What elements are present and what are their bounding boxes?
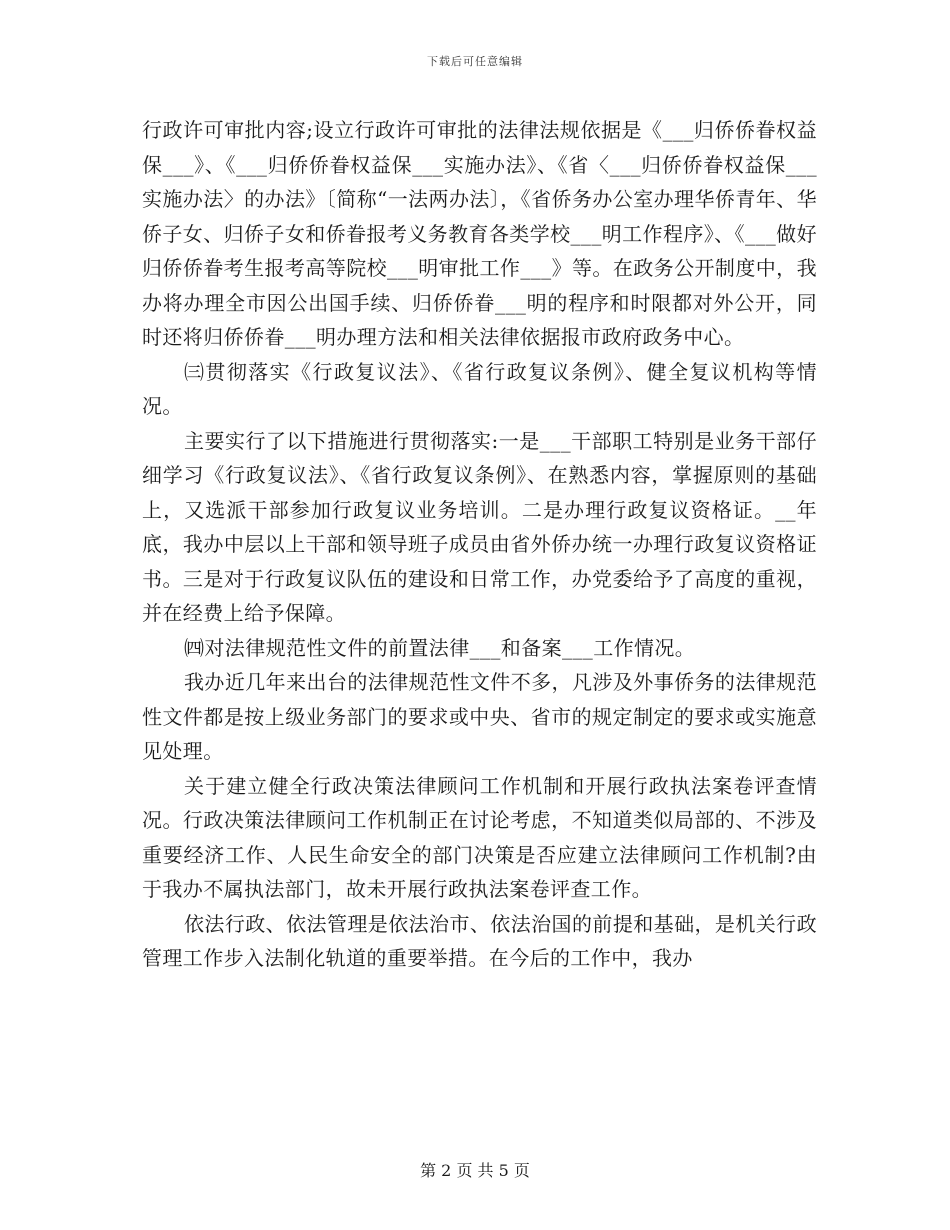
paragraph-1: 行政许可审批内容;设立行政许可审批的法律法规依据是《___归侨侨眷权益保___》、《___归侨侨眷权益保___实施办法》、《省〈___归侨侨眷权益保___实施办法〉的办法》〔简称“一法两办法〕，《省侨务办公室办理华侨青年、华侨子女、归侨子女和侨眷报考义务教育各类学校___明工作程序》、《___做好归侨侨眷考生报考高等院校___明审批工作___》等。在政务公开制度中，我办将办理全市因公出国手续、归侨侨眷___明的程序和时限都对外公开，同时还将归侨侨眷___明办理方法和相关法律依据报市政府政务中心。: [142, 118, 817, 349]
paragraph-4: ㈣对法律规范性文件的前置法律___和备案___工作情况。: [184, 635, 696, 660]
page-header-note: 下载后可任意编辑: [427, 55, 523, 68]
paragraph-5: 我办近几年来出台的法律规范性文件不多，凡涉及外事侨务的法律规范性文件都是按上级业务部门的要求或中央、省市的规定制定的要求或实施意见处理。: [142, 670, 817, 763]
paragraph-6: 关于建立健全行政决策法律顾问工作机制和开展行政执法案卷评查情况。行政决策法律顾问工作机制正在讨论考虑，不知道类似局部的、不涉及重要经济工作、人民生命安全的部门决策是否应建立法律顾问工作机制?由于我办不属执法部门，故未开展行政执法案卷评查工作。: [142, 773, 817, 901]
page-number: 第 2 页 共 5 页: [420, 1161, 530, 1180]
paragraph-7: 依法行政、依法管理是依法治市、依法治国的前提和基础，是机关行政管理工作步入法制化轨道的重要举措。在今后的工作中，我办: [142, 911, 817, 970]
document-body: [142, 113, 817, 976]
paragraph-3: 主要实行了以下措施进行贯彻落实:一是___干部职工特别是业务干部仔细学习《行政复议法》、《省行政复议条例》、在熟悉内容，掌握原则的基础上，又选派干部参加行政复议业务培训。二是办理行政复议资格证。__年底，我办中层以上干部和领导班子成员由省外侨办统一办理行政复议资格证书。三是对于行政复议队伍的建设和日常工作，办党委给予了高度的重视，并在经费上给予保障。: [142, 428, 817, 625]
paragraph-2: ㈢贯彻落实《行政复议法》、《省行政复议条例》、健全复议机构等情况。: [142, 359, 817, 418]
